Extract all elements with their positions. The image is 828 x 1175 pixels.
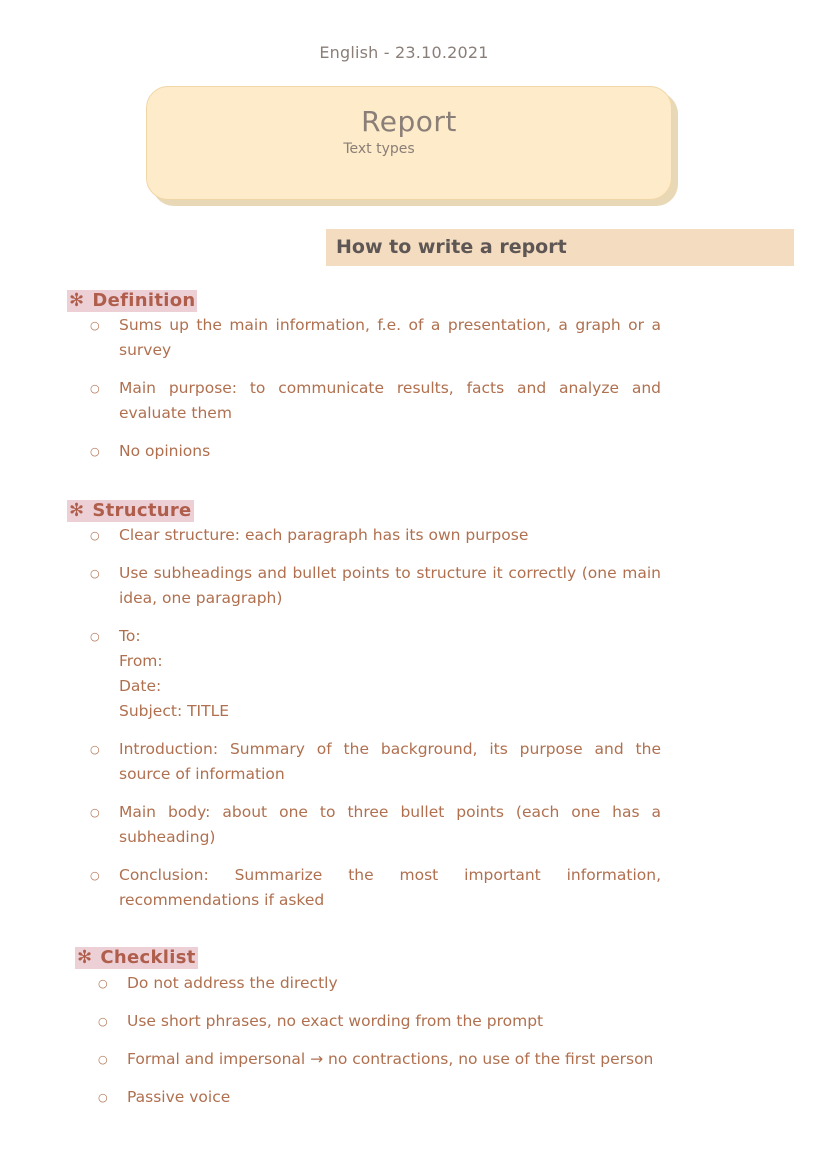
asterisk-icon: ✻	[69, 500, 85, 521]
definition-heading	[67, 290, 197, 312]
list-item: ○ Use subheadings and bullet points to structure it correctly (one main idea, one paragraph)	[119, 561, 661, 611]
asterisk-icon: ✻	[77, 947, 93, 968]
bullet-circle-icon: ○	[98, 977, 108, 990]
bullet-circle-icon: ○	[98, 1053, 108, 1066]
bullet-circle-icon: ○	[90, 382, 100, 395]
list-item: ○ Sums up the main information, f.e. of a presentation, a graph or a survey	[119, 313, 661, 363]
title-card	[146, 86, 672, 200]
list-item: ○ Passive voice	[127, 1085, 661, 1110]
list-item: ○ Do not address the directly	[127, 971, 661, 996]
bullet-circle-icon: ○	[90, 869, 100, 882]
document-subtitle: Text types	[343, 141, 415, 157]
asterisk-icon: ✻	[69, 290, 85, 311]
list-item: ○ No opinions	[119, 439, 661, 464]
checklist-list	[98, 971, 661, 1110]
list-item: ○ To: From: Date: Subject: TITLE	[119, 624, 661, 724]
bullet-circle-icon: ○	[90, 567, 100, 580]
document-title: Report	[361, 105, 457, 138]
definition-list	[90, 313, 661, 464]
list-item: ○ Main purpose: to communicate results, facts and analyze and evaluate them	[119, 376, 661, 426]
structure-heading-label: Structure	[92, 500, 192, 521]
list-item: ○ Use short phrases, no exact wording from the prompt	[127, 1009, 661, 1034]
bullet-circle-icon: ○	[90, 319, 100, 332]
bullet-circle-icon: ○	[90, 743, 100, 756]
structure-list	[90, 523, 661, 913]
definition-heading-label: Definition	[92, 290, 196, 311]
list-item: ○ Formal and impersonal → no contractions, no use of the first person	[127, 1047, 661, 1072]
bullet-circle-icon: ○	[90, 445, 100, 458]
bullet-circle-icon: ○	[90, 630, 100, 643]
list-item: ○ Main body: about one to three bullet points (each one has a subheading)	[119, 800, 661, 850]
checklist-heading	[75, 947, 198, 969]
bullet-circle-icon: ○	[90, 806, 100, 819]
list-item: ○ Conclusion: Summarize the most important information, recommendations if asked	[119, 863, 661, 913]
bullet-circle-icon: ○	[98, 1015, 108, 1028]
list-item: ○ Introduction: Summary of the background, its purpose and the source of information	[119, 737, 661, 787]
list-item: ○ Clear structure: each paragraph has its own purpose	[119, 523, 661, 548]
checklist-heading-label: Checklist	[100, 947, 196, 968]
structure-heading	[67, 500, 194, 522]
section-banner: How to write a report	[326, 229, 794, 266]
bullet-circle-icon: ○	[98, 1091, 108, 1104]
bullet-circle-icon: ○	[90, 529, 100, 542]
document-date-header: English - 23.10.2021	[319, 43, 489, 62]
